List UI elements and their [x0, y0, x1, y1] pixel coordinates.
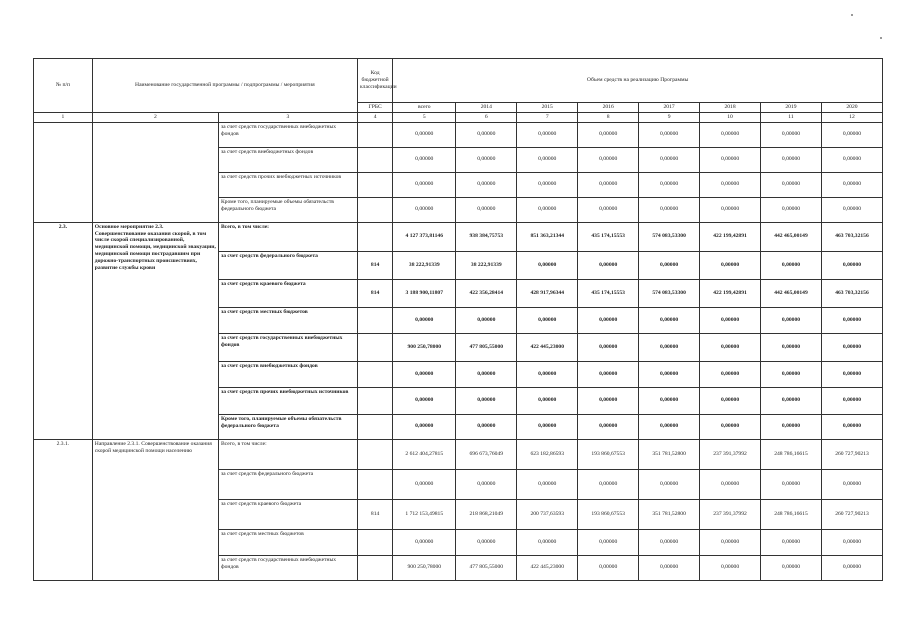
- amount-cell: 0,00000: [700, 555, 761, 580]
- amount-cell: 0,00000: [700, 361, 761, 387]
- amount-cell: 623 182,86593: [517, 439, 578, 469]
- funding-source: за счет средств федерального бюджета: [218, 469, 357, 499]
- amount-cell: 422 199,42891: [700, 279, 761, 307]
- amount-cell: 0,00000: [393, 122, 456, 147]
- amount-cell: 0,00000: [517, 414, 578, 439]
- amount-cell: 0,00000: [578, 172, 639, 197]
- header-year: 2018: [700, 103, 761, 113]
- amount-cell: 0,00000: [456, 387, 517, 414]
- funding-source: за счет средств внебюджетных фондов: [218, 361, 357, 387]
- amount-cell: 0,00000: [821, 555, 882, 580]
- item-number: 2.3.: [34, 222, 93, 439]
- amount-cell: 0,00000: [761, 469, 822, 499]
- amount-cell: 0,00000: [821, 414, 882, 439]
- amount-cell: 0,00000: [393, 172, 456, 197]
- amount-cell: 351 781,52800: [639, 439, 700, 469]
- item-number: 2.3.1.: [34, 439, 93, 580]
- amount-cell: 0,00000: [393, 361, 456, 387]
- amount-cell: 0,00000: [517, 197, 578, 222]
- grbs-code: [357, 333, 392, 361]
- amount-cell: 0,00000: [821, 172, 882, 197]
- header-volume: Объем средств на реализацию Программы: [393, 59, 883, 103]
- header-year: 2019: [761, 103, 822, 113]
- amount-cell: 900 250,78000: [393, 555, 456, 580]
- funding-source: за счет средств краевого бюджета: [218, 499, 357, 529]
- amount-cell: 0,00000: [578, 307, 639, 333]
- amount-cell: 0,00000: [821, 122, 882, 147]
- amount-cell: 0,00000: [761, 387, 822, 414]
- amount-cell: 0,00000: [821, 147, 882, 172]
- column-number: 5: [393, 112, 456, 122]
- amount-cell: 0,00000: [517, 469, 578, 499]
- amount-cell: 0,00000: [639, 333, 700, 361]
- amount-cell: 0,00000: [578, 251, 639, 279]
- amount-cell: 0,00000: [700, 469, 761, 499]
- amount-cell: 0,00000: [639, 307, 700, 333]
- grbs-code: [357, 387, 392, 414]
- amount-cell: 0,00000: [578, 197, 639, 222]
- amount-cell: 0,00000: [578, 122, 639, 147]
- amount-cell: 0,00000: [821, 529, 882, 555]
- amount-cell: 435 174,15553: [578, 279, 639, 307]
- amount-cell: 0,00000: [456, 469, 517, 499]
- amount-cell: 0,00000: [578, 147, 639, 172]
- grbs-code: 814: [357, 251, 392, 279]
- grbs-code: [357, 222, 392, 251]
- amount-cell: 0,00000: [761, 307, 822, 333]
- amount-cell: 0,00000: [578, 555, 639, 580]
- amount-cell: 4 127 373,81146: [393, 222, 456, 251]
- amount-cell: 463 703,32156: [821, 279, 882, 307]
- header-year: 2016: [578, 103, 639, 113]
- amount-cell: 0,00000: [393, 147, 456, 172]
- amount-cell: 574 083,53300: [639, 222, 700, 251]
- amount-cell: 0,00000: [639, 172, 700, 197]
- amount-cell: 38 222,91339: [393, 251, 456, 279]
- amount-cell: 938 384,75753: [456, 222, 517, 251]
- amount-cell: 0,00000: [821, 361, 882, 387]
- amount-cell: 422 445,23000: [517, 333, 578, 361]
- funding-source: за счет средств государственных внебюджетных фондов: [218, 122, 357, 147]
- amount-cell: 0,00000: [393, 529, 456, 555]
- grbs-code: [357, 172, 392, 197]
- amount-cell: 900 250,78000: [393, 333, 456, 361]
- amount-cell: 0,00000: [700, 529, 761, 555]
- amount-cell: 0,00000: [761, 147, 822, 172]
- grbs-code: [357, 307, 392, 333]
- funding-source: за счет средств прочих внебюджетных источников: [218, 387, 357, 414]
- amount-cell: 0,00000: [639, 387, 700, 414]
- amount-cell: 0,00000: [393, 307, 456, 333]
- amount-cell: 0,00000: [700, 122, 761, 147]
- amount-cell: 0,00000: [517, 529, 578, 555]
- amount-cell: 0,00000: [393, 387, 456, 414]
- amount-cell: 422 356,28414: [456, 279, 517, 307]
- column-number: 8: [578, 112, 639, 122]
- amount-cell: 477 805,55000: [456, 555, 517, 580]
- amount-cell: 0,00000: [639, 197, 700, 222]
- header-year: 2020: [821, 103, 882, 113]
- amount-cell: 0,00000: [821, 307, 882, 333]
- amount-cell: 0,00000: [761, 333, 822, 361]
- amount-cell: 351 781,52800: [639, 499, 700, 529]
- amount-cell: 0,00000: [761, 172, 822, 197]
- grbs-code: [357, 361, 392, 387]
- funding-source: Всего, в том числе:: [218, 222, 357, 251]
- funding-source: за счет средств государственных внебюджетных фондов: [218, 555, 357, 580]
- amount-cell: 463 703,32156: [821, 222, 882, 251]
- funding-source: за счет средств местных бюджетов: [218, 529, 357, 555]
- amount-cell: 0,00000: [761, 197, 822, 222]
- amount-cell: 0,00000: [639, 251, 700, 279]
- amount-cell: 193 860,67553: [578, 499, 639, 529]
- grbs-code: 814: [357, 279, 392, 307]
- amount-cell: 0,00000: [517, 361, 578, 387]
- amount-cell: 0,00000: [517, 122, 578, 147]
- amount-cell: 0,00000: [700, 251, 761, 279]
- amount-cell: 442 465,00149: [761, 222, 822, 251]
- grbs-code: [357, 555, 392, 580]
- item-name: Основное мероприятие 2.3. Совершенствование оказания скорой, в том числе скорой специализированной, медицинской помощи, медицинской эвакуации, медицинской помощи пострадавшим при дорожно-транспортных происшествиях, развитие службы крови: [92, 222, 218, 439]
- amount-cell: 0,00000: [761, 251, 822, 279]
- amount-cell: 0,00000: [393, 197, 456, 222]
- amount-cell: 0,00000: [578, 333, 639, 361]
- header-grbs: ГРБС: [357, 103, 392, 113]
- amount-cell: 0,00000: [517, 387, 578, 414]
- amount-cell: 0,00000: [578, 387, 639, 414]
- amount-cell: 3 188 900,11807: [393, 279, 456, 307]
- amount-cell: 442 465,00149: [761, 279, 822, 307]
- column-number: 1: [34, 112, 93, 122]
- grbs-code: [357, 529, 392, 555]
- item-name: Направление 2.3.1. Совершенствование оказания скорой медицинской помощи населению: [92, 439, 218, 580]
- amount-cell: 422 445,23000: [517, 555, 578, 580]
- amount-cell: 200 737,63593: [517, 499, 578, 529]
- amount-cell: 0,00000: [700, 414, 761, 439]
- amount-cell: 0,00000: [456, 197, 517, 222]
- amount-cell: 0,00000: [700, 307, 761, 333]
- funding-source: за счет средств внебюджетных фондов: [218, 147, 357, 172]
- table-row: [34, 122, 883, 147]
- amount-cell: 237 391,37992: [700, 499, 761, 529]
- scan-speck: [880, 37, 882, 39]
- amount-cell: 0,00000: [639, 122, 700, 147]
- amount-cell: 0,00000: [456, 529, 517, 555]
- column-number: 12: [821, 112, 882, 122]
- grbs-code: [357, 414, 392, 439]
- amount-cell: 218 868,21049: [456, 499, 517, 529]
- column-number: 9: [639, 112, 700, 122]
- amount-cell: 0,00000: [639, 147, 700, 172]
- amount-cell: 0,00000: [821, 469, 882, 499]
- amount-cell: 0,00000: [578, 529, 639, 555]
- amount-cell: 428 917,96344: [517, 279, 578, 307]
- amount-cell: 0,00000: [639, 361, 700, 387]
- grbs-code: [357, 469, 392, 499]
- amount-cell: 248 786,16615: [761, 499, 822, 529]
- amount-cell: 0,00000: [517, 307, 578, 333]
- scan-speck: [851, 14, 853, 16]
- amount-cell: 0,00000: [393, 414, 456, 439]
- funding-source: за счет средств прочих внебюджетных источников: [218, 172, 357, 197]
- amount-cell: 237 391,37992: [700, 439, 761, 469]
- amount-cell: 38 222,91339: [456, 251, 517, 279]
- grbs-code: 814: [357, 499, 392, 529]
- amount-cell: 0,00000: [761, 414, 822, 439]
- funding-source: Всего, в том числе:: [218, 439, 357, 469]
- amount-cell: 260 727,90213: [821, 439, 882, 469]
- header-year: 2014: [456, 103, 517, 113]
- amount-cell: 0,00000: [456, 361, 517, 387]
- amount-cell: 0,00000: [821, 197, 882, 222]
- amount-cell: 2 612 404,27815: [393, 439, 456, 469]
- amount-cell: 0,00000: [578, 414, 639, 439]
- amount-cell: 0,00000: [700, 333, 761, 361]
- header-code: Код бюджетной классификации: [357, 59, 392, 103]
- amount-cell: 0,00000: [700, 197, 761, 222]
- amount-cell: 0,00000: [700, 387, 761, 414]
- amount-cell: 0,00000: [578, 361, 639, 387]
- amount-cell: 0,00000: [639, 555, 700, 580]
- amount-cell: 0,00000: [700, 147, 761, 172]
- funding-source: за счет средств федерального бюджета: [218, 251, 357, 279]
- column-number: 6: [456, 112, 517, 122]
- column-number: 11: [761, 112, 822, 122]
- amount-cell: 696 673,76049: [456, 439, 517, 469]
- item-number: [34, 122, 93, 222]
- amount-cell: 1 712 153,49815: [393, 499, 456, 529]
- amount-cell: 0,00000: [456, 172, 517, 197]
- funding-source: Кроме того, планируемые объемы обязательств федерального бюджета: [218, 197, 357, 222]
- amount-cell: 193 860,67553: [578, 439, 639, 469]
- funding-source: за счет средств местных бюджетов: [218, 307, 357, 333]
- grbs-code: [357, 147, 392, 172]
- amount-cell: 0,00000: [517, 251, 578, 279]
- amount-cell: 851 363,21344: [517, 222, 578, 251]
- amount-cell: 0,00000: [821, 251, 882, 279]
- amount-cell: 435 174,15553: [578, 222, 639, 251]
- amount-cell: 574 083,53300: [639, 279, 700, 307]
- item-name: [92, 122, 218, 222]
- amount-cell: 422 199,42891: [700, 222, 761, 251]
- amount-cell: 0,00000: [393, 469, 456, 499]
- grbs-code: [357, 439, 392, 469]
- amount-cell: 0,00000: [456, 122, 517, 147]
- amount-cell: 0,00000: [639, 469, 700, 499]
- header-year: 2015: [517, 103, 578, 113]
- amount-cell: 0,00000: [761, 122, 822, 147]
- amount-cell: 0,00000: [517, 172, 578, 197]
- budget-table: [33, 58, 883, 581]
- header-year: 2017: [639, 103, 700, 113]
- amount-cell: 0,00000: [821, 333, 882, 361]
- table-row: [34, 222, 883, 251]
- amount-cell: 0,00000: [456, 414, 517, 439]
- column-number: 4: [357, 112, 392, 122]
- funding-source: Кроме того, планируемые объемы обязательств федерального бюджета: [218, 414, 357, 439]
- header-number: № п/п: [34, 59, 93, 113]
- grbs-code: [357, 122, 392, 147]
- amount-cell: 0,00000: [821, 387, 882, 414]
- funding-source: за счет средств государственных внебюджетных фондов: [218, 333, 357, 361]
- column-number: 7: [517, 112, 578, 122]
- grbs-code: [357, 197, 392, 222]
- funding-source: за счет средств краевого бюджета: [218, 279, 357, 307]
- amount-cell: 248 786,16615: [761, 439, 822, 469]
- amount-cell: 260 727,90213: [821, 499, 882, 529]
- amount-cell: 0,00000: [639, 414, 700, 439]
- header-total: всего: [393, 103, 456, 113]
- amount-cell: 0,00000: [578, 469, 639, 499]
- amount-cell: 0,00000: [639, 529, 700, 555]
- amount-cell: 0,00000: [700, 172, 761, 197]
- amount-cell: 477 805,55000: [456, 333, 517, 361]
- amount-cell: 0,00000: [456, 307, 517, 333]
- column-number: 10: [700, 112, 761, 122]
- amount-cell: 0,00000: [517, 147, 578, 172]
- column-number: 2: [92, 112, 218, 122]
- amount-cell: 0,00000: [761, 361, 822, 387]
- header-name: Наименование государственной программы / подпрограммы / мероприятия: [92, 59, 357, 113]
- amount-cell: 0,00000: [761, 529, 822, 555]
- column-number: 3: [218, 112, 357, 122]
- table-row: [34, 439, 883, 469]
- amount-cell: 0,00000: [761, 555, 822, 580]
- amount-cell: 0,00000: [456, 147, 517, 172]
